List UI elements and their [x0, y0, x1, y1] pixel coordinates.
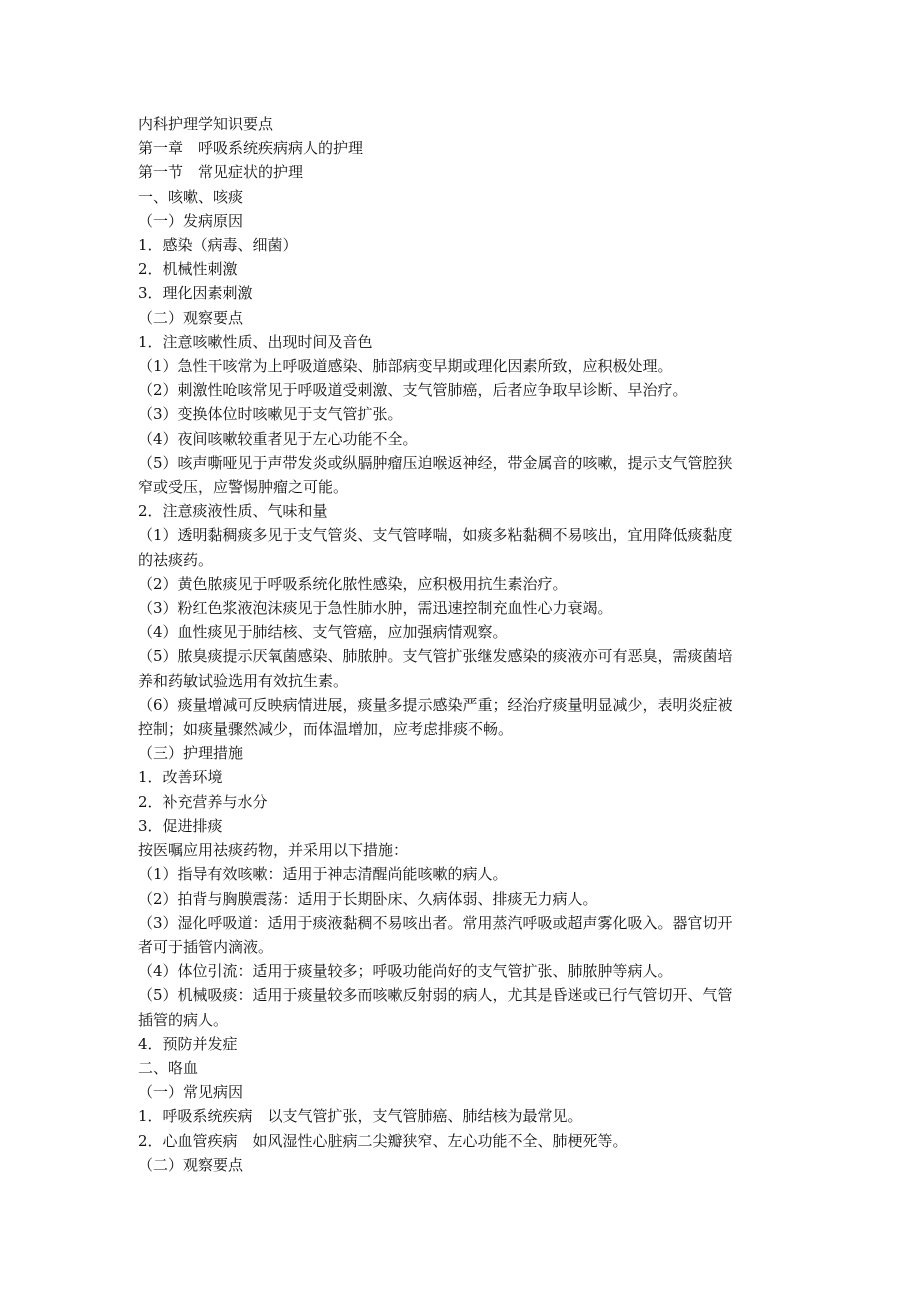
- text-line: 1．呼吸系统疾病 以支气管扩张，支气管肺癌、肺结核为最常见。: [138, 1107, 583, 1126]
- document-page: [138, 112, 798, 1177]
- text-line: （1）指导有效咳嗽：适用于神志清醒尚能咳嗽的病人。: [138, 865, 508, 884]
- text-line: （3）变换体位时咳嗽见于支气管扩张。: [138, 405, 403, 424]
- text-line: 2．机械性刺激: [138, 260, 238, 279]
- text-line: 2．心血管疾病 如风湿性心脏病二尖瓣狭窄、左心功能不全、肺梗死等。: [138, 1131, 628, 1150]
- text-line: 3．促进排痰: [138, 816, 223, 835]
- text-line: 二、咯血: [138, 1058, 199, 1077]
- text-line: （2）黄色脓痰见于呼吸系统化脓性感染，应积极用抗生素治疗。: [138, 574, 568, 593]
- text-line-continuation: 控制；如痰量骤然减少，而体温增加，应考虑排痰不畅。: [138, 720, 514, 739]
- text-line: （4）夜间咳嗽较重者见于左心功能不全。: [138, 429, 418, 448]
- text-line: （5）脓臭痰提示厌氧菌感染、肺脓肿。支气管扩张继发感染的痰液亦可有恶臭，需痰菌培: [138, 647, 733, 666]
- text-line: （3）湿化呼吸道：适用于痰液黏稠不易咳出者。常用蒸汽呼吸或超声雾化吸入。器官切开: [138, 913, 733, 932]
- text-line-continuation: 者可于插管内滴液。: [138, 937, 274, 956]
- text-line: （二）观察要点: [138, 1155, 244, 1174]
- text-line-continuation: 窄或受压，应警惕肿瘤之可能。: [138, 478, 349, 497]
- text-line: （5）咳声嘶哑见于声带发炎或纵膈肿瘤压迫喉返神经，带金属音的咳嗽，提示支气管腔狭: [138, 453, 733, 472]
- text-line: 3．理化因素刺激: [138, 284, 253, 303]
- text-line: （4）血性痰见于肺结核、支气管癌，应加强病情观察。: [138, 623, 508, 642]
- text-line: 内科护理学知识要点: [138, 115, 274, 133]
- text-line: 按医嘱应用祛痰药物，并采用以下措施：: [138, 841, 409, 860]
- text-line: （1）透明黏稠痰多见于支气管炎、支气管哮喘，如痰多粘黏稠不易咳出，宜用降低痰黏度: [138, 526, 733, 545]
- text-line-continuation: 养和药敏试验选用有效抗生素。: [138, 671, 349, 690]
- text-line: （3）粉红色浆液泡沫痰见于急性肺水肿，需迅速控制充血性心力衰竭。: [138, 599, 613, 618]
- text-line: 2．补充营养与水分: [138, 792, 268, 811]
- text-line: （5）机械吸痰：适用于痰量较多而咳嗽反射弱的病人，尤其是昏迷或已行气管切开、气管: [138, 986, 733, 1005]
- text-line: （三）护理措施: [138, 744, 244, 763]
- text-line: （6）痰量增减可反映病情进展，痰量多提示感染严重；经治疗痰量明显减少，表明炎症被: [138, 695, 733, 714]
- text-line: （2）拍背与胸膜震荡：适用于长期卧床、久病体弱、排痰无力病人。: [138, 889, 598, 908]
- text-line-continuation: 插管的病人。: [138, 1010, 229, 1029]
- text-line: （4）体位引流：适用于痰量较多；呼吸功能尚好的支气管扩张、肺脓肿等病人。: [138, 962, 673, 981]
- text-line: （2）刺激性呛咳常见于呼吸道受刺激、支气管肺癌，后者应争取早诊断、早治疗。: [138, 381, 688, 400]
- text-line: 2．注意痰液性质、气味和量: [138, 502, 328, 521]
- text-line: 1．改善环境: [138, 768, 223, 787]
- text-line: （1）急性干咳常为上呼吸道感染、肺部病变早期或理化因素所致，应积极处理。: [138, 357, 673, 376]
- text-line: （二）观察要点: [138, 308, 244, 327]
- text-line: 第一节 常见症状的护理: [138, 163, 304, 182]
- text-line: 第一章 呼吸系统疾病病人的护理: [138, 139, 364, 158]
- text-line: 4．预防并发症: [138, 1034, 238, 1053]
- text-line: 1．感染（病毒、细菌）: [138, 236, 298, 255]
- text-line: 1．注意咳嗽性质、出现时间及音色: [138, 332, 373, 351]
- text-line: （一）发病原因: [138, 211, 244, 230]
- text-line-continuation: 的祛痰药。: [138, 550, 214, 569]
- text-line: 一、咳嗽、咳痰: [138, 187, 244, 206]
- text-line: （一）常见病因: [138, 1083, 244, 1102]
